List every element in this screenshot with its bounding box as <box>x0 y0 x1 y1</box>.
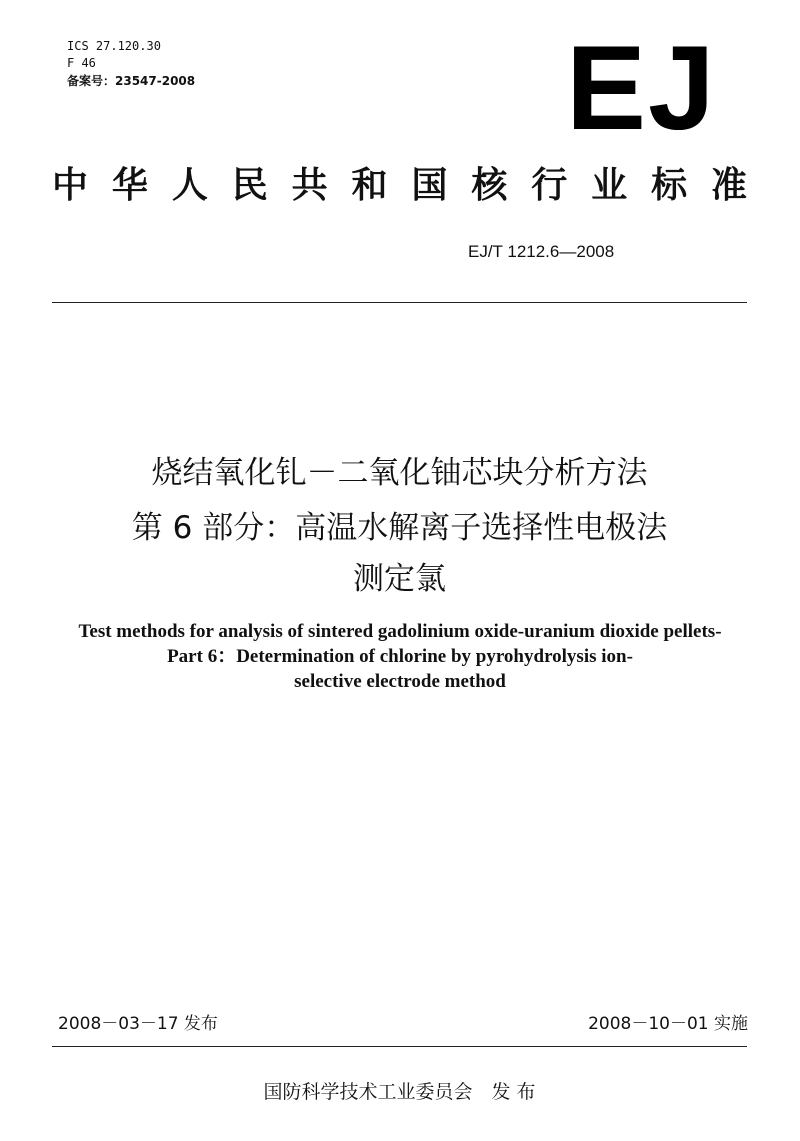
ej-logo: EJ <box>566 21 717 155</box>
ics-code: ICS 27.120.30 <box>67 39 161 53</box>
english-title-line-3: selective electrode method <box>294 671 506 692</box>
standard-title-char: 华 <box>111 165 148 206</box>
issuing-authority: 国防科学技术工业委员会 发 布 <box>263 1081 536 1103</box>
standard-title-char: 准 <box>710 165 747 206</box>
chinese-title-line-1: 烧结氧化钆－二氧化铀芯块分析方法 <box>151 455 648 491</box>
standard-title-char: 和 <box>351 165 388 206</box>
chinese-title-line-2: 第 6 部分：高温水解离子选择性电极法 <box>131 510 668 546</box>
standard-title-char: 共 <box>291 165 328 206</box>
standard-title-char: 标 <box>651 165 688 206</box>
english-title-line-2: Part 6：Determination of chlorine by pyrohydrolysis ion- <box>167 646 633 667</box>
implementation-date: 2008－10－01 实施 <box>588 1014 748 1034</box>
filing-number: 备案号：23547-2008 <box>67 74 196 88</box>
classification-code: F 46 <box>67 56 96 70</box>
chinese-title-line-3: 测定氯 <box>353 561 446 597</box>
standard-category-title <box>52 164 747 208</box>
english-title-line-1: Test methods for analysis of sintered gadolinium oxide-uranium dioxide pellets- <box>78 621 722 642</box>
standard-title-char: 民 <box>231 165 268 206</box>
standard-title-char: 行 <box>531 165 568 206</box>
standard-title-char: 核 <box>471 165 508 206</box>
standard-title-char: 人 <box>171 165 208 206</box>
issue-date: 2008－03－17 发布 <box>58 1014 218 1034</box>
bottom-divider <box>52 1046 747 1047</box>
standard-number: EJ/T 1212.6—2008 <box>468 242 615 261</box>
standard-title-char: 业 <box>591 165 628 206</box>
standard-title-char: 中 <box>52 165 89 206</box>
standard-title-char: 国 <box>411 165 448 206</box>
top-divider <box>52 302 747 303</box>
